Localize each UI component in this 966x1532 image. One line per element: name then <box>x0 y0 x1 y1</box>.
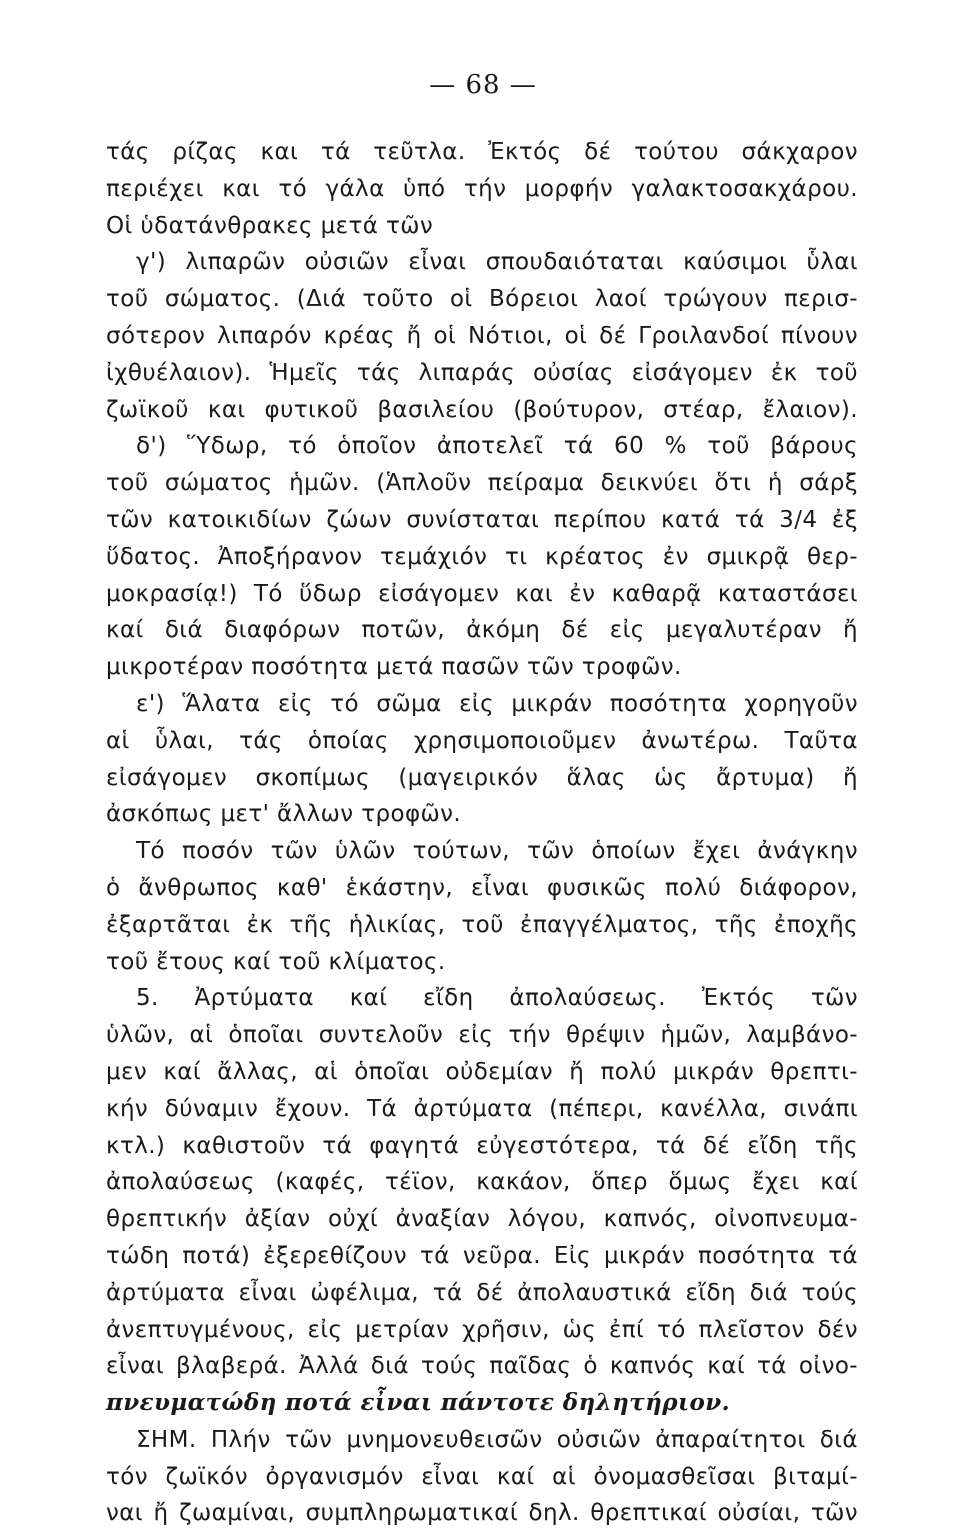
body-text <box>106 134 858 1532</box>
text-line: ὕδατος. Ἀποξήρανον τεμάχιόν τι κρέατος ἐν σμικρᾷ θερ- <box>106 543 858 570</box>
text-line: περιέχει και τό γάλα ὑπό τήν μορφήν γαλακτοσακχάρου. <box>106 175 858 202</box>
text-line: ε') Ἅλατα εἰς τό σῶμα εἰς μικράν ποσότητα χορηγοῦν <box>136 690 858 717</box>
text-line: ζωϊκοῦ και φυτικοῦ βασιλείου (βούτυρον, στέαρ, ἔλαιον). <box>106 396 858 423</box>
text-line: ναι ἤ ζωαμίναι, συμπληρωματικαί δηλ. θρεπτικαί οὐσίαι, τῶν <box>106 1500 858 1527</box>
text-line: ὑλῶν, αἱ ὁποῖαι συντελοῦν εἰς τήν θρέψιν ἡμῶν, λαμβάνο- <box>106 1022 858 1049</box>
text-line: μεν καί ἄλλας, αἱ ὁποῖαι οὐδεμίαν ἤ πολύ μικράν θρεπτι- <box>106 1058 858 1085</box>
text-line: σότερον λιπαρόν κρέας ἤ οἱ Νότιοι, οἱ δέ Γροιλανδοί πίνουν <box>106 322 858 349</box>
text-line: τόν ζωϊκόν ὀργανισμόν εἶναι καί αἱ ὀνομασθεῖσαι βιταμί- <box>106 1463 858 1490</box>
text-line: τάς ρίζας και τά τεῦτλα. Ἐκτός δέ τούτου σάκχαρον <box>106 139 858 165</box>
text-line: τοῦ σώματος ἡμῶν. (Ἁπλοῦν πείραμα δεικνύει ὅτι ἡ σάρξ <box>106 470 858 497</box>
text-line: Οἱ ὑδατάνθρακες μετά τῶν <box>106 212 434 239</box>
text-line: κήν δύναμιν ἔχουν. Τά ἀρτύματα (πέπερι, κανέλλα, σινάπι <box>106 1095 858 1122</box>
text-line: τῶν κατοικιδίων ζώων συνίσταται περίπου κατά τά 3/4 ἐξ <box>106 506 858 533</box>
text-line: γ') λιπαρῶν οὐσιῶν εἶναι σπουδαιόταται καύσιμοι ὗλαι <box>136 249 858 276</box>
text-line: αἱ ὗλαι, τάς ὁποίας χρησιμοποιοῦμεν ἀνωτέρω. Ταῦτα <box>106 727 858 754</box>
text-line: θρεπτικήν ἀξίαν οὐχί ἀναξίαν λόγου, καπνός, οἰνοπνευμα- <box>106 1206 858 1233</box>
text-line: εἰσάγομεν σκοπίμως (μαγειρικόν ἅλας ὡς ἄρτυμα) ἤ <box>106 764 858 791</box>
text-line: ἰχθυέλαιον). Ἡμεῖς τάς λιπαράς οὐσίας εἰσάγομεν ἐκ τοῦ <box>106 359 858 386</box>
text-line: ἀπολαύσεως (καφές, τέϊον, κακάον, ὅπερ ὅμως ἔχει καί <box>106 1169 858 1196</box>
text-line: δ') Ὕδωρ, τό ὁποῖον ἀποτελεῖ τά 60 % τοῦ βάρους <box>136 433 858 460</box>
text-line: καί διά διαφόρων ποτῶν, ἀκόμη δέ εἰς μεγαλυτέραν ἤ <box>106 617 858 644</box>
text-line: τοῦ σώματος. (Διά τοῦτο οἱ Βόρειοι λαοί τρώγουν περισ- <box>106 286 858 313</box>
text-line: πνευματώδη ποτά εἶναι πάντοτε δηλητήριον. <box>106 1389 730 1417</box>
text-line: Τό ποσόν τῶν ὑλῶν τούτων, τῶν ὁποίων ἔχει ἀνάγκην <box>136 838 858 865</box>
text-line: εἶναι βλαβερά. Ἀλλά διά τούς παῖδας ὁ καπνός καί τά οἰνο- <box>106 1353 858 1380</box>
text-line: τοῦ ἔτους καί τοῦ κλίματος. <box>106 948 446 975</box>
text-line: μικροτέραν ποσότητα μετά πασῶν τῶν τροφῶν. <box>106 654 682 681</box>
page-number: — 68 — <box>429 70 537 100</box>
text-line: ἀνεπτυγμένους, εἰς μετρίαν χρῆσιν, ὡς ἐπί τό πλεῖστον δέν <box>106 1316 858 1343</box>
text-line: ἀρτύματα εἶναι ὠφέλιμα, τά δέ ἀπολαυστικά εἴδη διά τούς <box>106 1279 858 1306</box>
text-line: κτλ.) καθιστοῦν τά φαγητά εὐγεστότερα, τά δέ εἴδη τῆς <box>106 1132 858 1159</box>
text-line: 5. Ἀρτύματα καί εἴδη ἀπολαύσεως. Ἐκτός τῶν <box>136 985 858 1012</box>
text-line: ἐξαρτᾶται ἐκ τῆς ἡλικίας, τοῦ ἐπαγγέλματος, τῆς ἐποχῆς <box>106 911 858 938</box>
text-line: ἀσκόπως μετ' ἄλλων τροφῶν. <box>106 801 462 828</box>
text-line: ὁ ἄνθρωπος καθ' ἑκάστην, εἶναι φυσικῶς πολύ διάφορον, <box>106 874 858 901</box>
text-line: τώδη ποτά) ἐξερεθίζουν τά νεῦρα. Εἰς μικράν ποσότητα τά <box>106 1242 858 1269</box>
text-line: μοκρασίᾳ!) Τό ὕδωρ εἰσάγομεν και ἐν καθαρᾷ καταστάσει <box>106 580 858 607</box>
text-line: ΣΗΜ. Πλήν τῶν μνημονευθεισῶν οὐσιῶν ἀπαραίτητοι διά <box>136 1426 858 1453</box>
